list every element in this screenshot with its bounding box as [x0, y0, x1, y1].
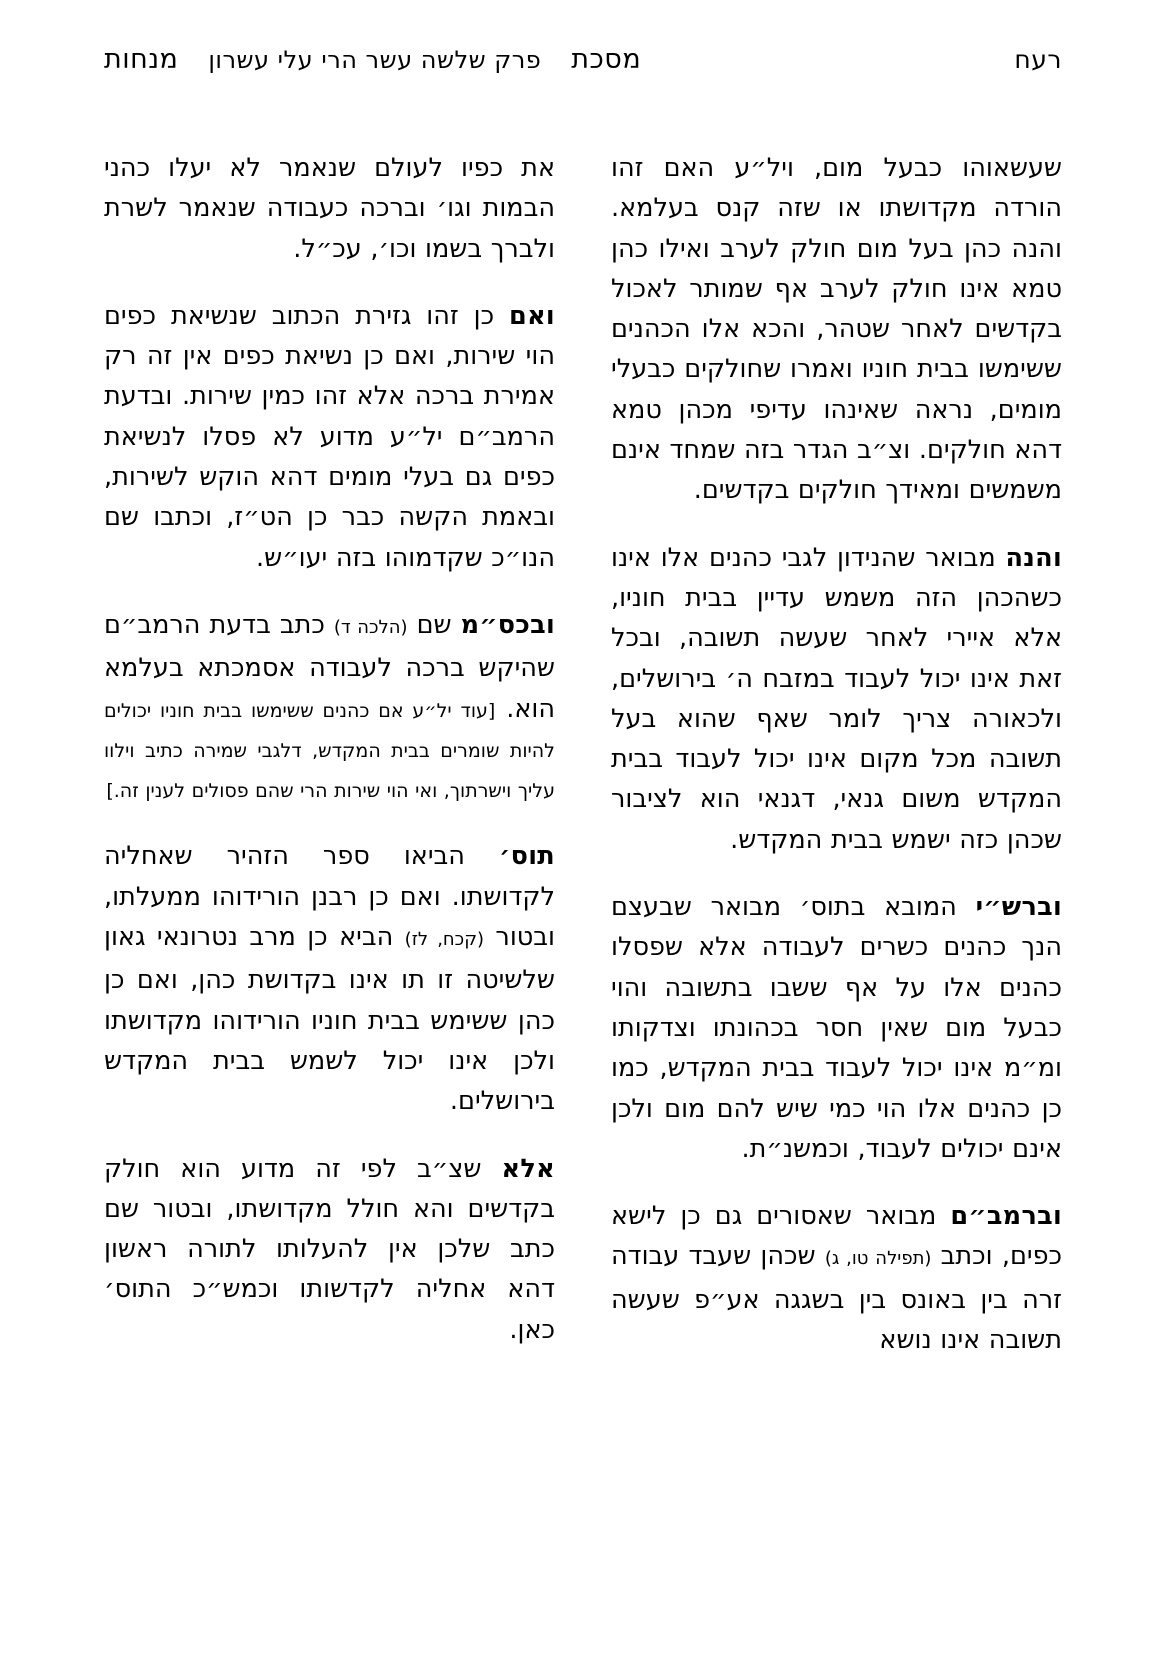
running-head-center	[104, 44, 641, 75]
paragraph-lead-word: והנה	[1005, 542, 1063, 573]
paragraph-continuation	[104, 148, 555, 269]
paragraph-body: שצ״ב לפי זה מדוע הוא חולק בקדשים והא חולל מקדושתו, ובטור שם כתב שלכן אין להעלותו לתורה ראשון דהא אחליה לקדשותו וכמש״כ התוס׳ כאן.	[104, 1153, 555, 1345]
paragraph-tosafot	[104, 836, 555, 1121]
paragraph-body: הביאו ספר הזהיר שאחליה לקדושתו. ואם כן רבנן הורידוהו ממעלתו, ובטור	[104, 841, 555, 953]
paragraph-ela	[104, 1149, 555, 1350]
bracketed-note: [עוד יל״ע אם כהנים ששימשו בבית חוניו יכולים להיות שומרים בבית המקדש, דלגבי שמירה כתיב וילוו עליך וישרתוך, ואי הוי שירות הרי שהם פסולים לענין זה.]	[104, 699, 555, 803]
source-citation: (קכח, לז)	[404, 929, 484, 951]
source-citation: (תפילה טו, ג)	[824, 1248, 932, 1270]
column-right	[611, 148, 1062, 1614]
paragraph-lead-word: תוס׳	[498, 841, 556, 872]
paragraph-body: כן זהו גזירת הכתוב שנשיאת כפים הוי שירות, ואם כן נשיאת כפים אין זה רק אמירת ברכה אלא זהו כמין שירות. ובדעת הרמב״ם יל״ע מדוע לא פסלו לנשיאת כפים גם בעלי מומים דהא הוקש לשירות, ובאמת הקשה כבר כן הט״ז, וכתבו שם הנו״כ שקדמוהו בזה יעו״ש.	[104, 300, 555, 573]
masechta-label: מסכת	[571, 44, 642, 75]
paragraph-lead-word: וברמב״ם	[950, 1201, 1062, 1232]
perek-label: פרק שלשה עשר הרי עלי עשרון	[208, 46, 542, 74]
paragraph-lead-word: וברש״י	[975, 892, 1062, 923]
paragraph-body: מבואר שהנידון לגבי כהנים אלו אינו כשהכהן הזה משמש עדיין בבית חוניו, אלא איירי לאחר שעשה תשובה, ובכל זאת אינו יכול לעבוד במזבח ה׳ בירושלים, ולכאורה צריך לומר שאף שהוא בעל תשובה מכל מקום אינו יכול לעבוד בבית המקדש משום גנאי, דגנאי הוא לציבור שכהן כזה ישמש בבית המקדש.	[611, 542, 1062, 855]
paragraph-body: שם	[407, 609, 452, 640]
folio-number: רעח	[1014, 45, 1062, 74]
source-citation: (הלכה ד)	[333, 616, 408, 638]
paragraph-continuation	[611, 148, 1062, 511]
paragraph-uvarambam	[611, 1196, 1062, 1360]
paragraph-uvkesefmishneh	[104, 605, 555, 809]
paragraph-body: מבואר שאסורים גם כן לישא כפים, וכתב	[611, 1201, 1062, 1272]
running-head	[104, 44, 1062, 88]
paragraph-body-after-citation: כתב בדעת הרמב״ם שהיקש ברכה לעבודה אסמכתא בעלמא הוא.	[104, 609, 555, 724]
paragraph-uvrashi	[611, 887, 1062, 1169]
tractate-name: מנחות	[104, 44, 179, 75]
paragraph-vehineh	[611, 538, 1062, 860]
paragraph-body: המובא בתוס׳ מבואר שבעצם הנך כהנים כשרים לעבודה אלא שפסלו כהנים אלו על אף ששבו בתשובה והוי כבעל מום שאין חסר בכהונתו וצדקותו ומ״מ אינו יכול לעבוד בבית המקדש, כמו כן כהנים אלו הוי כמי שיש להם מום ולכן אינם יכולים לעבוד, וכמשנ״ת.	[611, 892, 1062, 1164]
paragraph-lead-word: ובכס״מ	[460, 609, 555, 640]
paragraph-body: שעשאוהו כבעל מום, ויל״ע האם זהו הורדה מקדושתו או שזה קנס בעלמא. והנה כהן בעל מום חולק לערב ואילו כהן טמא אינו חולק לערב אף שמותר לאכול בקדשים לאחר שטהר, והכא אלו הכהנים ששימשו בבית חוניו ואמרו שחולקים כבעלי מומים, נראה שאינהו עדיפי מכהן טמא דהא חולקים. וצ״ב הגדר בזה שמחד אינם משמשים ומאידך חולקים בקדשים.	[611, 153, 1062, 506]
paragraph-lead-word: אלא	[501, 1153, 555, 1184]
column-left	[104, 148, 555, 1614]
paragraph-body: את כפיו לעולם שנאמר לא יעלו כהני הבמות וגו׳ וברכה כעבודה שנאמר לשרת ולברך בשמו וכו׳, עכ״ל.	[104, 153, 555, 264]
text-columns	[104, 148, 1062, 1614]
paragraph-body-after-citation: שכהן שעבד עבודה זרה בין באונס בין בשגגה אע״פ שעשה תשובה אינו נושא	[611, 1241, 1062, 1356]
paragraph-lead-word: ואם	[509, 300, 555, 331]
paragraph-veim	[104, 296, 555, 578]
paragraph-body-after-citation: הביא כן מרב נטרונאי גאון שלשיטה זו תו אינו בקדושת כהן, ואם כן כהן ששימש בבית חוניו הורידוהו מקדושתו ולכן אינו יכול לשמש בבית המקדש בירושלים.	[104, 922, 555, 1117]
